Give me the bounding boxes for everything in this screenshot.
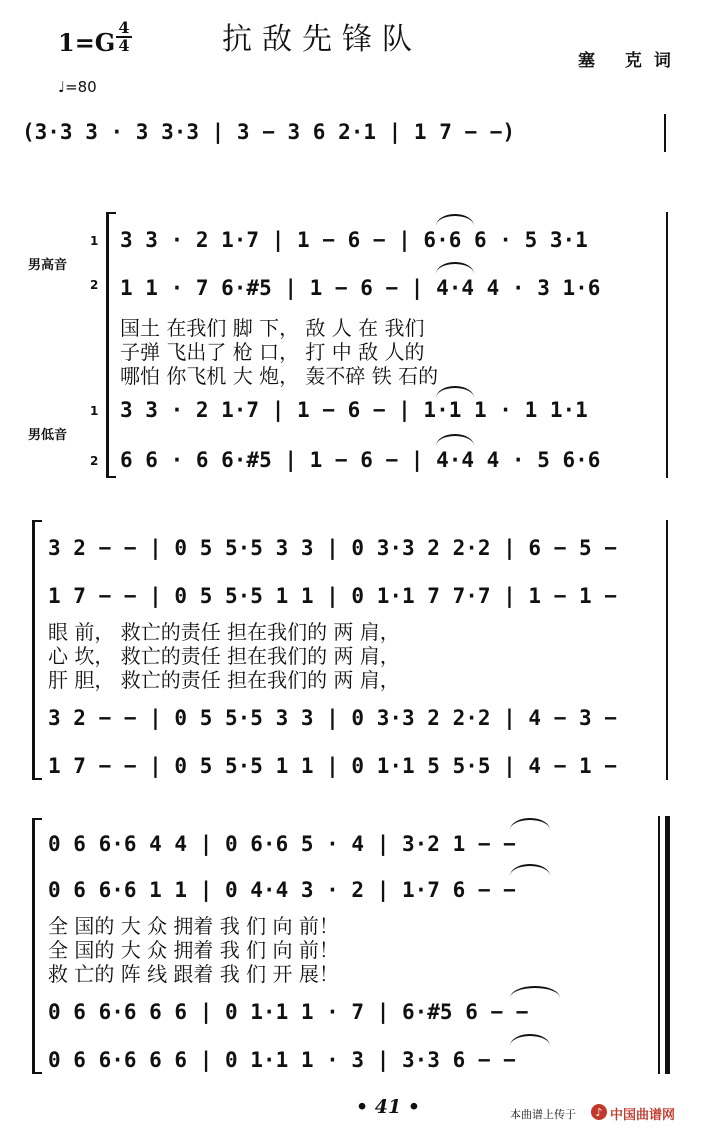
s1-slur-4 bbox=[436, 434, 474, 446]
s2-bass2-notes: 1 7 − − | 0 5 5·5 1 1 | 0 1·1 5 5·5 | 4 − 1 − bbox=[48, 754, 617, 778]
s3-slur-2 bbox=[510, 864, 550, 876]
s3-lyric-verse2: 全 国的 大 众 拥着 我 们 向 前！ bbox=[48, 938, 339, 962]
s2-lyric-verse2: 心 坎， 救亡的责任 担在我们的 两 肩， bbox=[48, 644, 400, 668]
s1-lyric-verse1: 国土 在我们 脚 下， 敌 人 在 我们 bbox=[120, 316, 425, 340]
s2-lyric-verse3: 肝 胆， 救亡的责任 担在我们的 两 肩， bbox=[48, 668, 400, 692]
s1-bass1-notes: 3 3 · 2 1·7 | 1 − 6 − | 1·1 1 · 1 1·1 bbox=[120, 398, 588, 422]
voice-number-2: 2 bbox=[90, 278, 99, 292]
tempo-marking: ♩=80 bbox=[58, 78, 97, 96]
system1-brace bbox=[106, 212, 116, 478]
song-title: 抗敌先锋队 bbox=[222, 22, 422, 57]
voice-number-1: 1 bbox=[90, 234, 99, 248]
s1-tenor1-notes: 3 3 · 2 1·7 | 1 − 6 − | 6·6 6 · 5 3·1 bbox=[120, 228, 588, 252]
page-number: • 41 • bbox=[356, 1096, 420, 1118]
system2-end-barline bbox=[666, 520, 668, 780]
s1-slur-2 bbox=[436, 262, 474, 274]
system2-brace bbox=[32, 520, 42, 780]
intro-end-barline bbox=[664, 114, 666, 152]
lyricist-credit: 塞 克词 bbox=[578, 51, 683, 71]
part-label-bass: 男低音 bbox=[28, 428, 68, 443]
s1-lyric-verse3: 哪怕 你飞机 大 炮， 轰不碎 铁 石的 bbox=[120, 364, 439, 388]
key-signature: 1=G bbox=[58, 28, 116, 57]
s3-lyric-verse1: 全 国的 大 众 拥着 我 们 向 前！ bbox=[48, 914, 339, 938]
voice-number-3: 1 bbox=[90, 404, 99, 418]
time-bottom: 4 bbox=[116, 36, 132, 54]
s3-slur-1 bbox=[510, 818, 550, 830]
s3-bass1-notes: 0 6 6·6 6 6 | 0 1·1 1 · 7 | 6·#5 6 − − bbox=[48, 1000, 529, 1024]
system3-final-thin-barline bbox=[658, 816, 660, 1074]
s1-slur-1 bbox=[436, 214, 474, 226]
site-logo-icon bbox=[590, 1103, 608, 1121]
system1-end-barline bbox=[666, 212, 668, 478]
svg-text:♪: ♪ bbox=[595, 1106, 603, 1119]
time-signature bbox=[116, 20, 132, 54]
site-brand[interactable]: 中国曲谱网 bbox=[610, 1108, 676, 1123]
s2-bass1-notes: 3 2 − − | 0 5 5·5 3 3 | 0 3·3 2 2·2 | 4 − 3 − bbox=[48, 706, 617, 730]
system3-final-thick-barline bbox=[665, 816, 670, 1074]
s2-tenor1-notes: 3 2 − − | 0 5 5·5 3 3 | 0 3·3 2 2·2 | 6 − 5 − bbox=[48, 536, 617, 560]
s3-lyric-verse3: 救 亡的 阵 线 跟着 我 们 开 展！ bbox=[48, 962, 339, 986]
s3-tenor2-notes: 0 6 6·6 1 1 | 0 4·4 3 · 2 | 1·7 6 − − bbox=[48, 878, 516, 902]
system3-brace bbox=[32, 818, 42, 1074]
intro-notes: (3·3 3 · 3 3·3 | 3 − 3 6 2·1 | 1 7 − −) bbox=[22, 120, 516, 144]
s3-bass2-notes: 0 6 6·6 6 6 | 0 1·1 1 · 3 | 3·3 6 − − bbox=[48, 1048, 516, 1072]
time-top: 4 bbox=[118, 18, 130, 37]
s3-tenor1-notes: 0 6 6·6 4 4 | 0 6·6 5 · 4 | 3·2 1 − − bbox=[48, 832, 516, 856]
s1-lyric-verse2: 子弹 飞出了 枪 口， 打 中 敌 人的 bbox=[120, 340, 425, 364]
s1-bass2-notes: 6 6 · 6 6·#5 | 1 − 6 − | 4·4 4 · 5 6·6 bbox=[120, 448, 601, 472]
voice-number-4: 2 bbox=[90, 454, 99, 468]
s3-slur-4 bbox=[510, 1034, 550, 1046]
upload-credit: 本曲谱上传于 bbox=[510, 1108, 576, 1121]
s2-lyric-verse1: 眼 前， 救亡的责任 担在我们的 两 肩， bbox=[48, 620, 400, 644]
s1-tenor2-notes: 1 1 · 7 6·#5 | 1 − 6 − | 4·4 4 · 3 1·6 bbox=[120, 276, 601, 300]
s2-tenor2-notes: 1 7 − − | 0 5 5·5 1 1 | 0 1·1 7 7·7 | 1 − 1 − bbox=[48, 584, 617, 608]
s1-slur-3 bbox=[436, 386, 474, 398]
part-label-tenor: 男高音 bbox=[28, 258, 68, 273]
s3-slur-3 bbox=[510, 986, 560, 998]
